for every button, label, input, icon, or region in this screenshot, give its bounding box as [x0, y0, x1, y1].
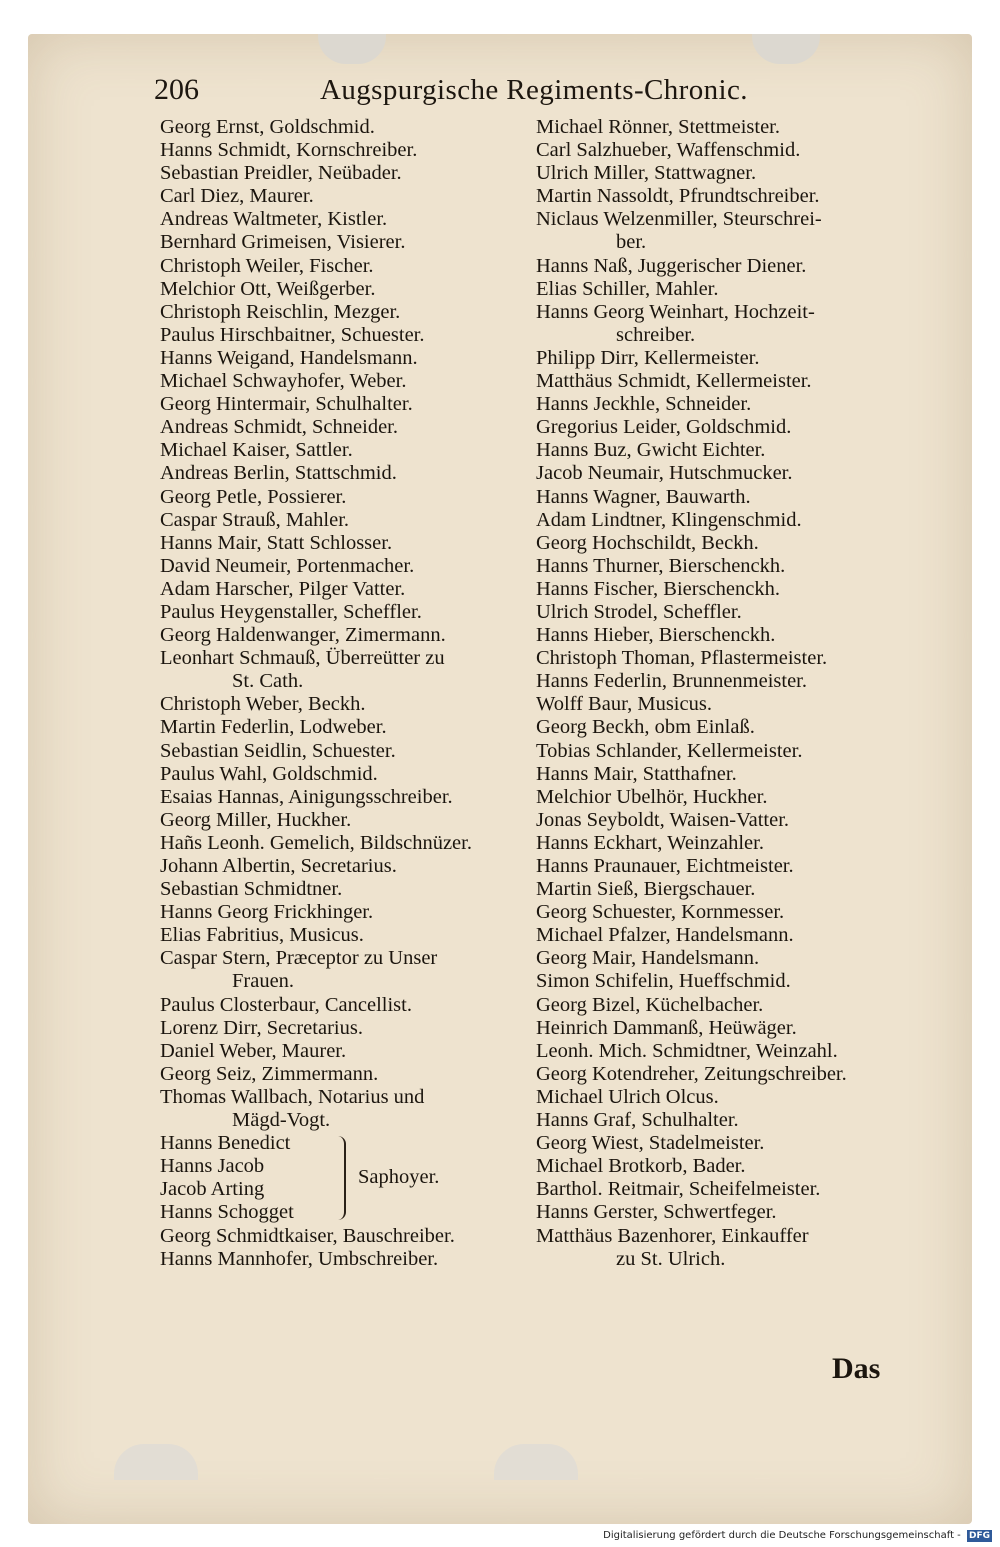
list-item: Matthäus Bazenhorer, Einkauffer [536, 1224, 809, 1247]
list-item: Wolff Baur, Musicus. [536, 693, 712, 716]
list-item-continuation: Mägd-Vogt. [232, 1109, 331, 1132]
left-column [160, 116, 522, 1271]
list-item: Esaias Hannas, Ainigungsschreiber. [160, 785, 453, 808]
list-item: Martin Sieß, Biergschauer. [536, 878, 756, 901]
list-item: Niclaus Welzenmiller, Steurschrei- [536, 208, 822, 231]
list-item: Simon Schifelin, Hueffschmid. [536, 970, 791, 993]
list-item: Philipp Dirr, Kellermeister. [536, 346, 760, 369]
list-item: Georg Kotendreher, Zeitungschreiber. [536, 1062, 847, 1085]
list-item: Sebastian Preidler, Neübader. [160, 162, 402, 185]
list-item-continuation: ber. [616, 231, 647, 254]
saphoyer-group [160, 1132, 522, 1224]
scan-clip-mark [752, 34, 820, 64]
list-item: Michael Kaiser, Sattler. [160, 439, 353, 462]
list-item: Paulus Hirschbaitner, Schuester. [160, 323, 425, 346]
list-item: Georg Ernst, Goldschmid. [160, 116, 375, 138]
list-item: Paulus Heygenstaller, Scheffler. [160, 600, 422, 623]
list-item: Georg Miller, Huckher. [160, 808, 352, 831]
list-item: Martin Nassoldt, Pfrundtschreiber. [536, 185, 820, 208]
saphoyer-names [160, 1132, 330, 1224]
list-item: Michael Schwayhofer, Weber. [160, 370, 407, 393]
list-item: Melchior Ubelhör, Huckher. [536, 785, 768, 808]
list-item: Elias Schiller, Mahler. [536, 277, 719, 300]
list-item: Paulus Wahl, Goldschmid. [160, 762, 378, 785]
list-item: Hanns Graf, Schulhalter. [536, 1109, 739, 1132]
list-item: Hanns Federlin, Brunnenmeister. [536, 670, 808, 693]
list-item: Georg Seiz, Zimmermann. [160, 1062, 379, 1085]
list-item: Tobias Schlander, Kellermeister. [536, 739, 803, 762]
list-item: Adam Lindtner, Klingenschmid. [536, 508, 802, 531]
list-item: Hanns Buz, Gwicht Eichter. [536, 439, 766, 462]
list-item: Hanns Benedict [160, 1132, 291, 1155]
list-item: Hanns Eckhart, Weinzahler. [536, 831, 764, 854]
list-item: Paulus Closterbaur, Cancellist. [160, 993, 412, 1016]
list-item: Melchior Ott, Weißgerber. [160, 277, 376, 300]
list-item: Christoph Weiler, Fischer. [160, 254, 374, 277]
list-item-continuation: schreiber. [616, 323, 696, 346]
list-item: Hanns Gerster, Schwertfeger. [536, 1201, 777, 1224]
list-item: Carl Diez, Maurer. [160, 185, 314, 208]
list-item: David Neumeir, Portenmacher. [160, 554, 415, 577]
list-item: Hanns Naß, Juggerischer Diener. [536, 254, 807, 277]
list-item: Hanns Hieber, Bierschenckh. [536, 624, 776, 647]
running-title: Augspurgische Regiments-Chronic. [320, 74, 748, 106]
list-item: Michael Brotkorb, Bader. [536, 1155, 746, 1178]
list-item: Georg Hochschildt, Beckh. [536, 531, 759, 554]
list-item: Hanns Praunauer, Eichtmeister. [536, 855, 794, 877]
list-item: Georg Petle, Possierer. [160, 485, 347, 508]
list-item: Jacob Neumair, Hutschmucker. [536, 462, 793, 485]
list-item: Ulrich Strodel, Scheffler. [536, 600, 742, 623]
list-item: Matthäus Schmidt, Kellermeister. [536, 370, 812, 393]
list-item: Caspar Stern, Præceptor zu Unser [160, 947, 438, 970]
list-item: Christoph Weber, Beckh. [160, 693, 366, 716]
list-item: Georg Beckh, obm Einlaß. [536, 716, 755, 739]
list-item: Georg Wiest, Stadelmeister. [536, 1132, 765, 1155]
list-item: Sebastian Seidlin, Schuester. [160, 739, 396, 762]
list-item: Andreas Waltmeter, Kistler. [160, 208, 388, 231]
list-item: Daniel Weber, Maurer. [160, 1039, 347, 1062]
scan-clip-mark [114, 1444, 198, 1480]
list-item: Georg Mair, Handelsmann. [536, 947, 760, 970]
list-item: Hanns Schmidt, Kornschreiber. [160, 139, 418, 162]
list-item: Hanns Thurner, Bierschenckh. [536, 554, 786, 577]
list-item: Johann Albertin, Secretarius. [160, 855, 397, 877]
list-item: Hanns Georg Frickhinger. [160, 901, 374, 924]
list-item: Andreas Berlin, Stattschmid. [160, 462, 397, 485]
list-item: Adam Harscher, Pilger Vatter. [160, 577, 406, 600]
list-item: Elias Fabritius, Musicus. [160, 924, 364, 947]
list-item: Hañs Leonh. Gemelich, Bildschnüzer. [160, 831, 472, 854]
list-item: Georg Bizel, Küchelbacher. [536, 993, 764, 1016]
list-item: Carl Salzhueber, Waffenschmid. [536, 139, 801, 162]
list-item: Andreas Schmidt, Schneider. [160, 416, 398, 439]
list-item: Georg Hintermair, Schulhalter. [160, 393, 413, 416]
list-item: Martin Federlin, Lodweber. [160, 716, 387, 739]
list-item-continuation: Frauen. [232, 970, 295, 993]
list-item: Leonhart Schmauß, Überreütter zu [160, 647, 445, 670]
list-item: Heinrich Dammanß, Heüwäger. [536, 1016, 797, 1039]
list-item: Christoph Reischlin, Mezger. [160, 300, 401, 323]
footer-credit [600, 1528, 992, 1544]
catchword: Das [832, 1352, 881, 1385]
list-item: Michael Pfalzer, Handelsmann. [536, 924, 794, 947]
list-item: Jonas Seyboldt, Waisen-Vatter. [536, 808, 790, 831]
dfg-logo-icon: DFG [968, 1531, 990, 1541]
list-item: Hanns Jacob [160, 1155, 265, 1178]
list-item: Sebastian Schmidtner. [160, 878, 343, 901]
right-column [536, 116, 904, 1271]
list-item: Ulrich Miller, Stattwagner. [536, 162, 757, 185]
scan-clip-mark [494, 1444, 578, 1480]
list-item: Hanns Fischer, Bierschenckh. [536, 577, 780, 600]
list-item: Caspar Strauß, Mahler. [160, 508, 350, 531]
list-item: Lorenz Dirr, Secretarius. [160, 1016, 363, 1039]
list-item: Georg Schuester, Kornmesser. [536, 901, 785, 924]
list-item: Gregorius Leider, Goldschmid. [536, 416, 792, 439]
page-header [150, 70, 910, 114]
list-item: Bernhard Grimeisen, Visierer. [160, 231, 406, 254]
list-item: Leonh. Mich. Schmidtner, Weinzahl. [536, 1039, 838, 1062]
list-item: Hanns Weigand, Handelsmann. [160, 346, 418, 369]
list-item: Georg Haldenwanger, Zimermann. [160, 624, 446, 647]
list-item: Hanns Mair, Statt Schlosser. [160, 531, 393, 554]
list-item: Hanns Schogget [160, 1201, 294, 1224]
list-item-continuation: zu St. Ulrich. [616, 1247, 726, 1270]
list-item: Hanns Georg Weinhart, Hochzeit- [536, 300, 815, 323]
saphoyer-label: Saphoyer. [358, 1166, 440, 1189]
footer-text: Digitalisierung gefördert durch die Deutsche Forschungsgemeinschaft - [603, 1530, 961, 1541]
list-item: Michael Ulrich Olcus. [536, 1085, 719, 1108]
list-item: Hanns Jeckhle, Schneider. [536, 393, 752, 416]
list-item: Jacob Arting [160, 1178, 265, 1201]
scan-clip-mark [318, 34, 386, 64]
curly-brace [336, 1136, 346, 1220]
list-item: Hanns Mair, Statthafner. [536, 762, 737, 785]
list-item: Michael Rönner, Stettmeister. [536, 116, 780, 138]
list-item: Christoph Thoman, Pflastermeister. [536, 647, 828, 670]
list-item-continuation: St. Cath. [232, 670, 304, 693]
list-item: Barthol. Reitmair, Scheifelmeister. [536, 1178, 821, 1201]
list-item: Georg Schmidtkaiser, Bauschreiber. [160, 1224, 455, 1247]
page-number: 206 [154, 73, 199, 106]
list-item: Thomas Wallbach, Notarius und [160, 1085, 425, 1108]
list-item: Hanns Mannhofer, Umbschreiber. [160, 1247, 439, 1270]
list-item: Hanns Wagner, Bauwarth. [536, 485, 751, 508]
